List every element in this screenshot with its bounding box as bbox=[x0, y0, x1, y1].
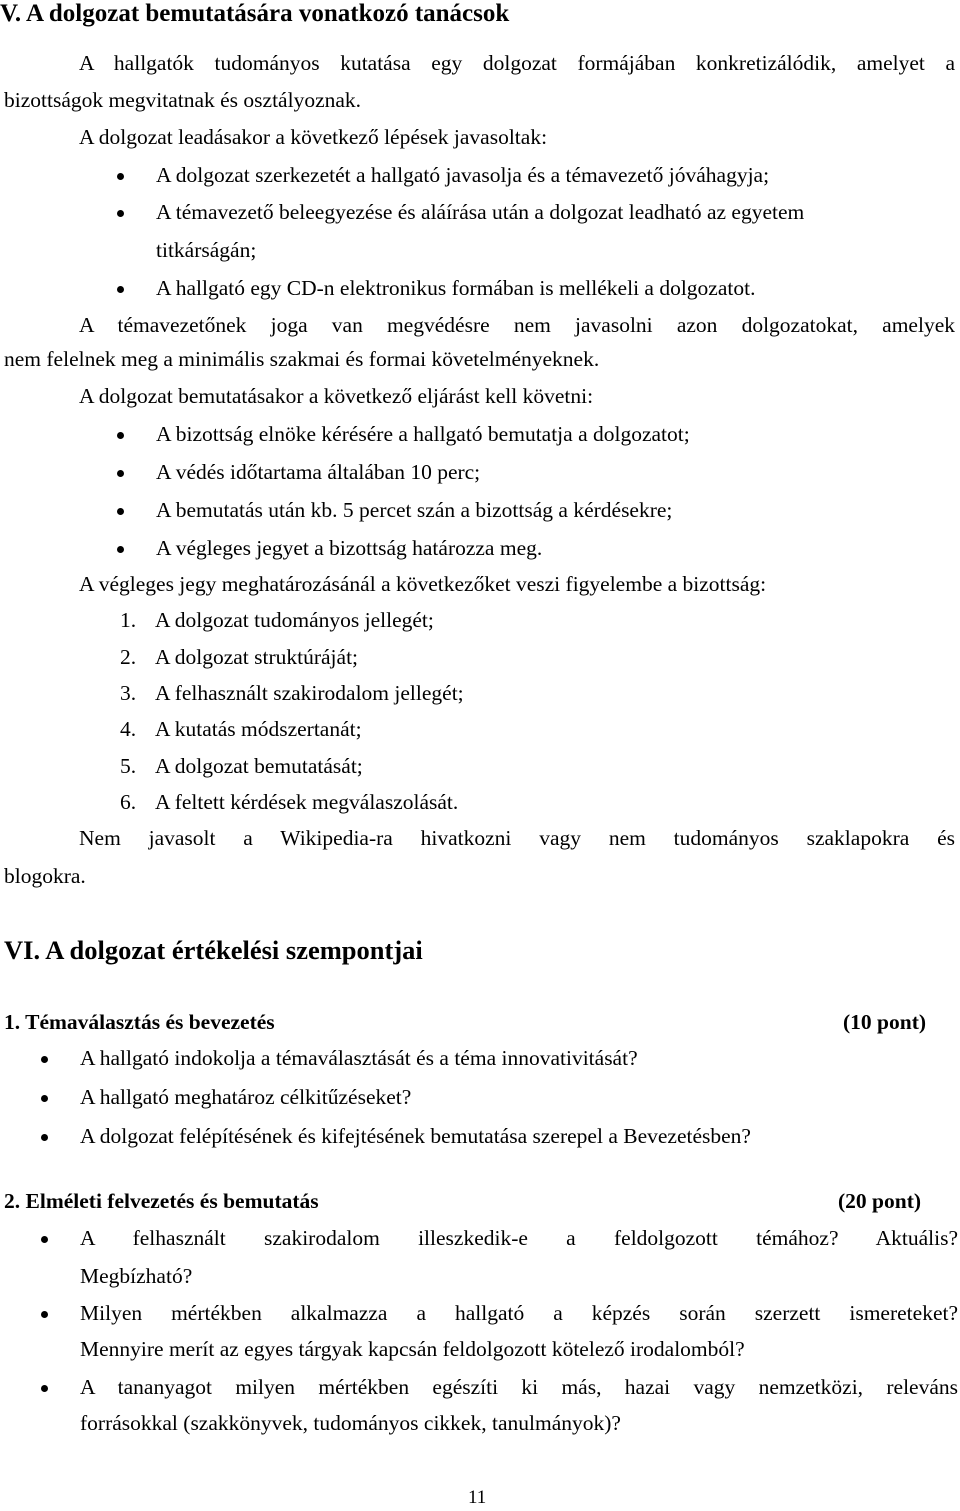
wiki-paragraph-line: Nem javasolt a Wikipedia-ra hivatkozni vagy nem tudományos szaklapokra és bbox=[79, 826, 955, 850]
presentation-intro: A dolgozat bemutatásakor a következő eljárást kell követni: bbox=[79, 384, 594, 408]
item-text: A dolgozat bemutatását; bbox=[155, 754, 363, 778]
item-number: 3. bbox=[120, 681, 137, 705]
intro-paragraph-line: bizottságok megvitatnak és osztályoznak. bbox=[4, 88, 362, 112]
criterion-title: 1. Témaválasztás és bevezetés bbox=[4, 1010, 275, 1034]
item-text: A felhasznált szakirodalom jellegét; bbox=[155, 681, 464, 705]
section-title-v: V. A dolgozat bemutatására vonatkozó tanácsok bbox=[0, 0, 510, 27]
bullet-item: A dolgozat szerkezetét a hallgató javasolja és a témavezető jóváhagyja; bbox=[156, 163, 770, 187]
bullet-item: A bemutatás után kb. 5 percet szán a bizottság a kérdésekre; bbox=[156, 498, 673, 522]
numbered-item bbox=[120, 645, 358, 670]
criterion-title: 2. Elméleti felvezetés és bemutatás bbox=[4, 1189, 319, 1213]
item-text: A dolgozat struktúráját; bbox=[155, 645, 359, 669]
item-number: 2. bbox=[120, 645, 137, 669]
item-number: 6. bbox=[120, 790, 137, 814]
section-title-vi: VI. A dolgozat értékelési szempontjai bbox=[4, 935, 423, 965]
page-number: 11 bbox=[468, 1487, 487, 1508]
item-number: 5. bbox=[120, 754, 137, 778]
bullet-item-continuation: Megbízható? bbox=[80, 1264, 193, 1288]
intro-paragraph-line: A hallgatók tudományos kutatása egy dolgozat formájában konkretizálódik, amelyet a bbox=[79, 51, 955, 75]
bullet-item: A hallgató indokolja a témaválasztását és a téma innovativitását? bbox=[80, 1046, 638, 1070]
bullet-item: A hallgató meghatároz célkitűzéseket? bbox=[80, 1085, 412, 1109]
bullet-item-continuation: forrásokkal (szakkönyvek, tudományos cikkek, tanulmányok)? bbox=[80, 1411, 621, 1435]
bullet-item: A védés időtartama általában 10 perc; bbox=[156, 460, 481, 484]
item-text: A feltett kérdések megválaszolását. bbox=[155, 790, 459, 814]
bullet-item: Milyen mértékben alkalmazza a hallgató a képzés során szerzett ismereteket? bbox=[80, 1301, 958, 1325]
grading-intro: A végleges jegy meghatározásánál a következőket veszi figyelembe a bizottság: bbox=[79, 572, 767, 596]
submission-intro: A dolgozat leadásakor a következő lépések javasoltak: bbox=[79, 125, 548, 149]
item-number: 4. bbox=[120, 717, 137, 741]
numbered-item bbox=[120, 717, 362, 742]
numbered-item bbox=[120, 608, 434, 633]
bullet-item: A tananyagot milyen mértékben egészíti ki más, hazai vagy nemzetközi, releváns bbox=[80, 1375, 958, 1399]
criterion-points: (10 pont) bbox=[843, 1010, 927, 1034]
bullet-item: A dolgozat felépítésének és kifejtésének bemutatása szerepel a Bevezetésben? bbox=[80, 1124, 751, 1148]
supervisor-paragraph-line: A témavezetőnek joga van megvédésre nem javasolni azon dolgozatokat, amelyek bbox=[79, 313, 955, 337]
numbered-item bbox=[120, 681, 464, 706]
wiki-paragraph-line: blogokra. bbox=[4, 864, 86, 888]
bullet-item: A végleges jegyet a bizottság határozza meg. bbox=[156, 536, 543, 560]
item-number: 1. bbox=[120, 608, 137, 632]
bullet-item-continuation: Mennyire merít az egyes tárgyak kapcsán feldolgozott kötelező irodalomból? bbox=[80, 1337, 745, 1361]
numbered-item bbox=[120, 754, 363, 779]
bullet-item: A felhasznált szakirodalom illeszkedik-e a feldolgozott témához? Aktuális? bbox=[80, 1226, 958, 1250]
item-text: A dolgozat tudományos jellegét; bbox=[155, 608, 434, 632]
bullet-item-continuation: titkárságán; bbox=[156, 238, 257, 262]
item-text: A kutatás módszertanát; bbox=[155, 717, 362, 741]
bullet-item: A témavezető beleegyezése és aláírása után a dolgozat leadható az egyetem bbox=[156, 200, 805, 224]
numbered-item bbox=[120, 790, 458, 815]
criterion-points: (20 pont) bbox=[838, 1189, 922, 1213]
bullet-item: A hallgató egy CD-n elektronikus formában is mellékeli a dolgozatot. bbox=[156, 276, 756, 300]
supervisor-paragraph-line: nem felelnek meg a minimális szakmai és formai követelményeknek. bbox=[4, 347, 600, 371]
bullet-item: A bizottság elnöke kérésére a hallgató bemutatja a dolgozatot; bbox=[156, 422, 690, 446]
